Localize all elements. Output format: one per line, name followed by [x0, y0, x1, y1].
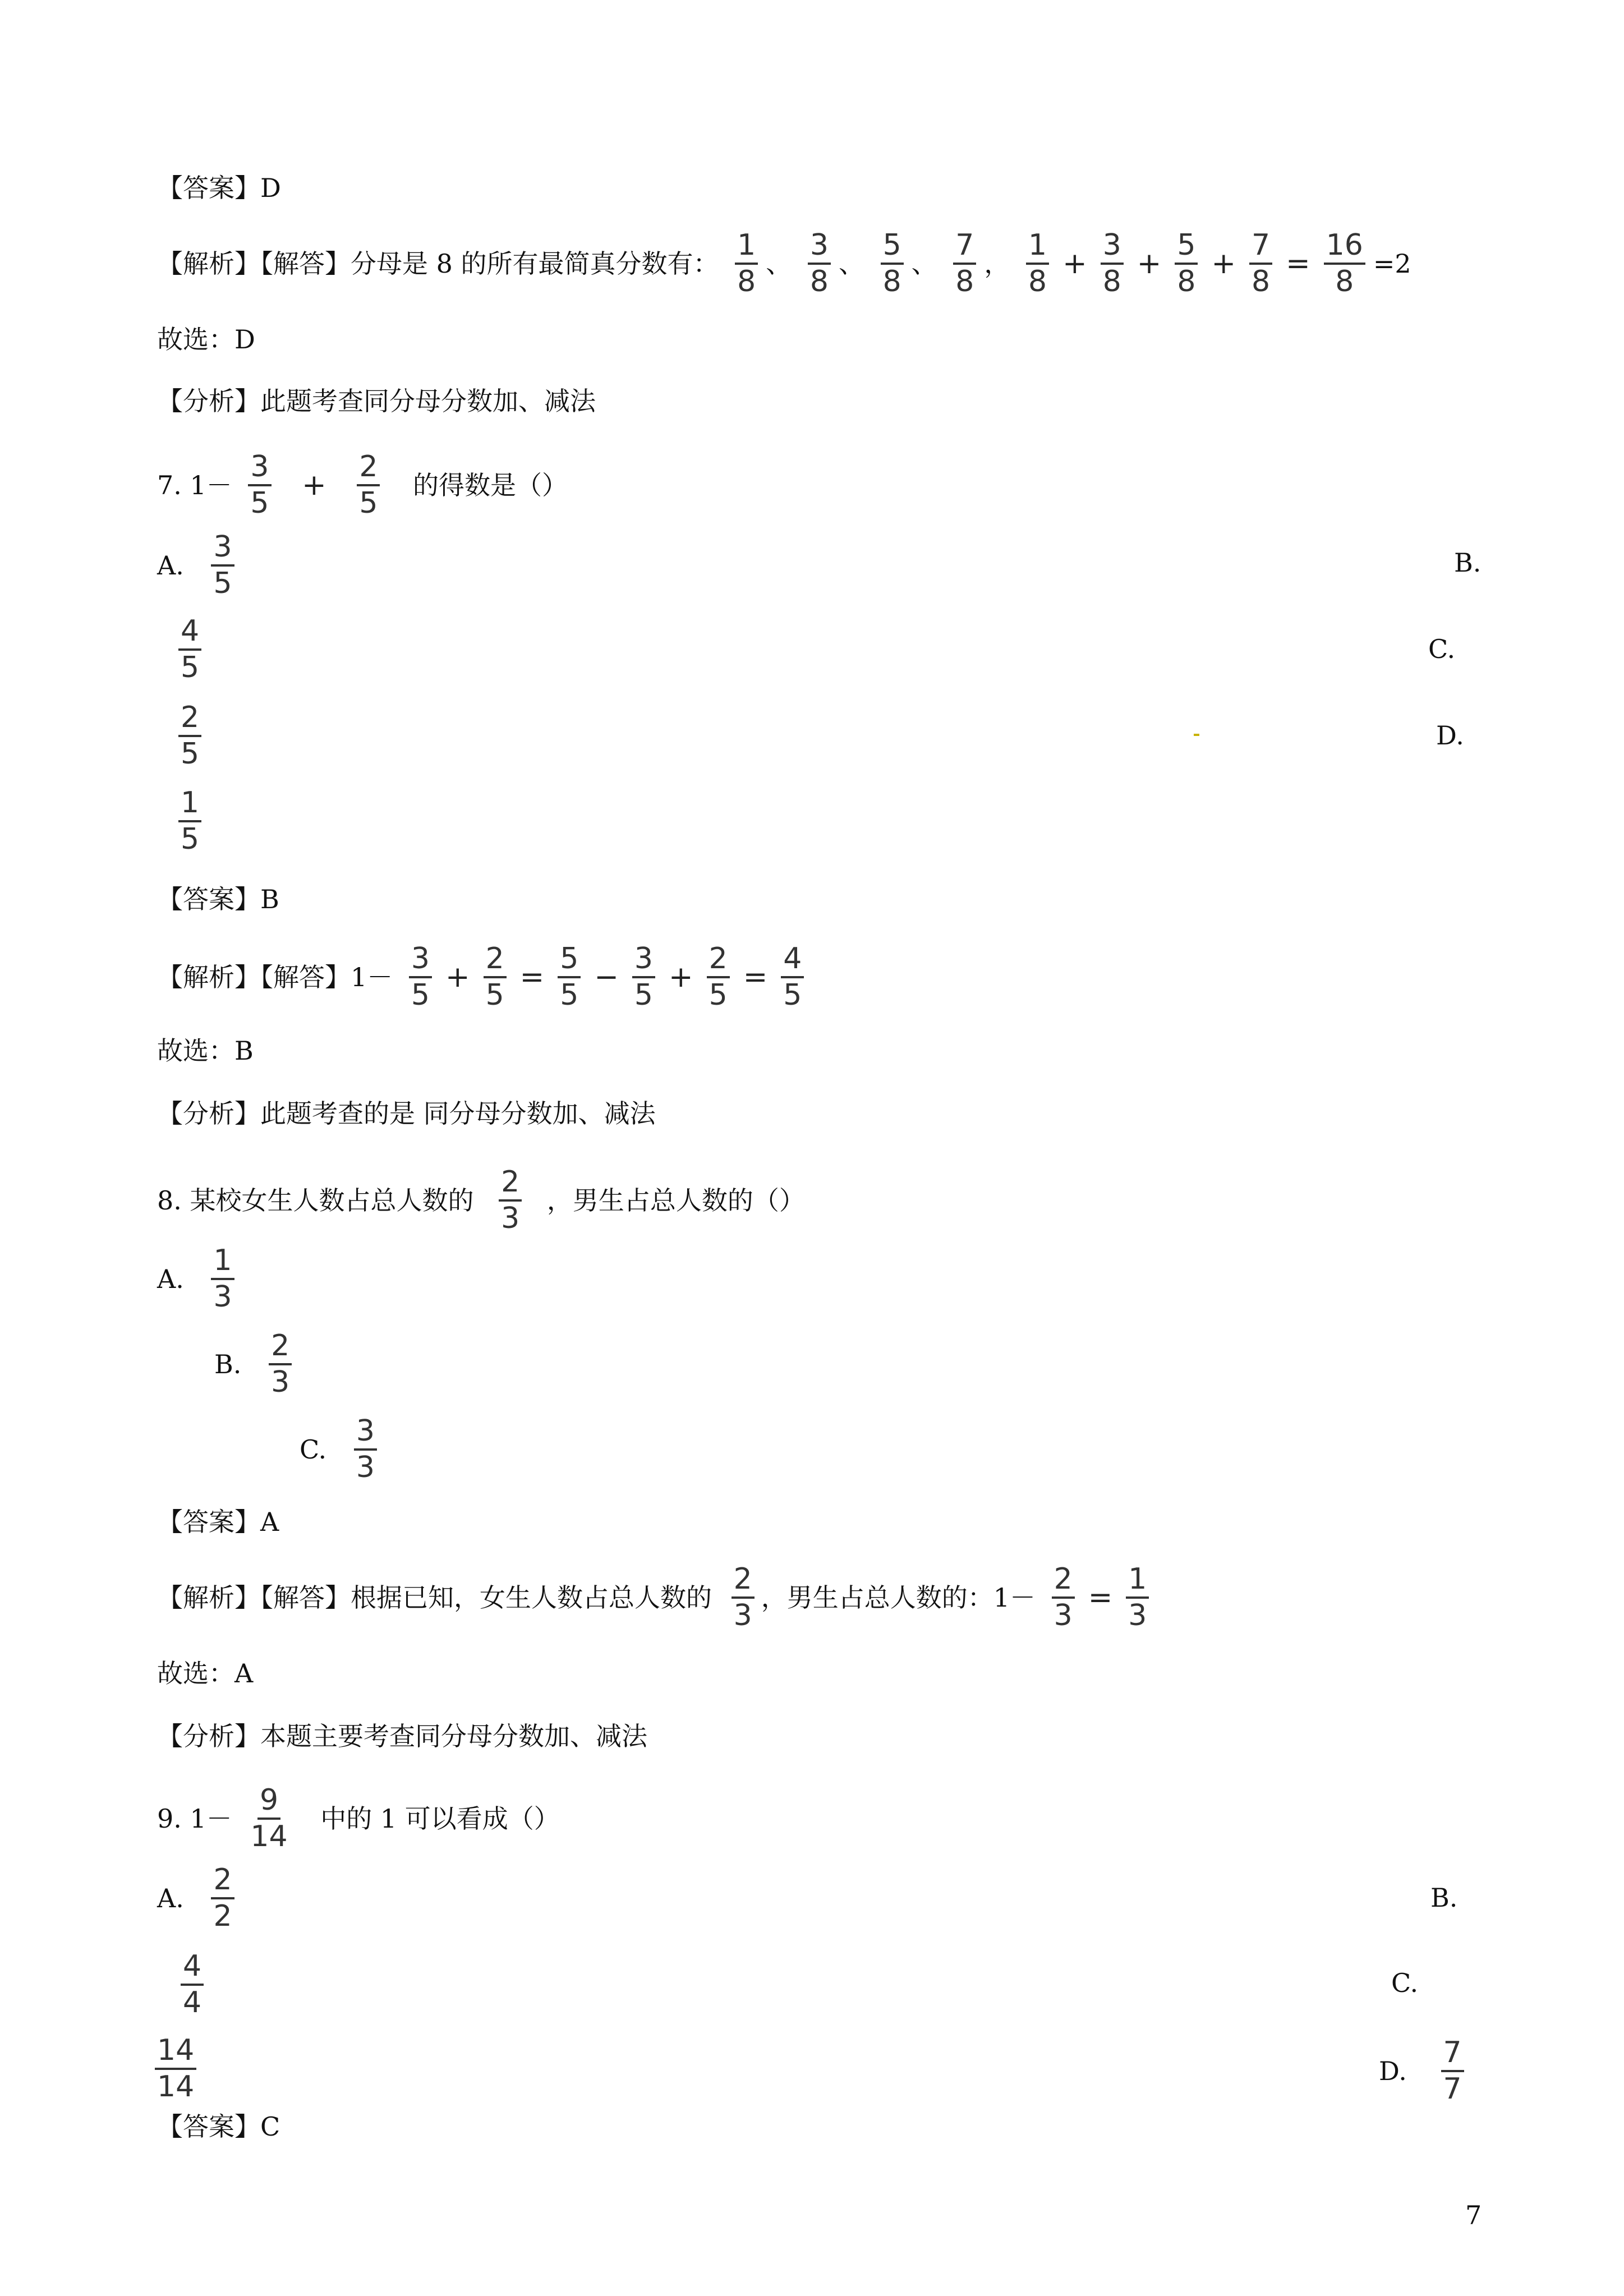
q8-option-c: [300, 1416, 385, 1483]
plus-sign: +: [302, 468, 326, 502]
numerator: 1: [178, 788, 201, 822]
q7-choose: 故选：B: [157, 1036, 254, 1066]
q7-analysis: [157, 944, 812, 1010]
numerator: 2: [707, 944, 730, 978]
plus-sign: +: [1062, 246, 1087, 280]
denominator: 5: [181, 737, 200, 771]
q7-note: 【分析】此题考查的是 同分母分数加、减法: [157, 1098, 656, 1129]
q6-analysis-prefix: 【解析】【解答】分母是 8 的所有最简真分数有：: [157, 248, 719, 279]
fraction: [269, 1331, 292, 1397]
numerator: 5: [558, 944, 581, 978]
fraction: [499, 1167, 522, 1234]
numerator: 2: [499, 1167, 522, 1202]
numerator: 7: [1249, 230, 1272, 265]
denominator: 4: [183, 1985, 202, 2019]
denominator: 3: [501, 1201, 520, 1235]
numerator: 1: [1126, 1564, 1149, 1599]
q8-prefix: 8. 某校女生人数占总人数的: [157, 1185, 474, 1216]
option-label: C.: [300, 1434, 327, 1465]
numerator: 5: [1175, 230, 1198, 265]
fraction: [881, 230, 904, 297]
numerator: 2: [1052, 1564, 1075, 1599]
option-label: A.: [157, 1263, 184, 1294]
fraction: [1026, 230, 1049, 297]
denominator: 5: [560, 978, 579, 1012]
fraction: [953, 230, 976, 297]
q7-option-d-value: [178, 788, 201, 854]
fraction: [354, 1416, 377, 1483]
numerator: 4: [781, 944, 804, 978]
denominator: 3: [356, 1450, 375, 1484]
q9-prefix: 9. 1－: [157, 1803, 232, 1834]
q9-option-b-value: [181, 1951, 204, 2018]
numerator: 3: [1101, 230, 1124, 265]
denominator: 5: [181, 822, 200, 856]
numerator: 9: [257, 1785, 280, 1820]
q7-stem: [157, 452, 568, 518]
denominator: 5: [783, 978, 802, 1012]
fraction: [1052, 1564, 1075, 1631]
denominator: 8: [809, 264, 829, 298]
q8-analysis-prefix: 【解析】【解答】根据已知，女生人数占总人数的: [157, 1582, 712, 1613]
fraction: [735, 230, 758, 297]
numerator: 2: [211, 1865, 234, 1899]
fraction: [211, 1865, 234, 1931]
q6-note: 【分析】此题考查同分母分数加、减法: [157, 386, 596, 416]
fraction: [248, 452, 271, 518]
numerator: 3: [354, 1416, 377, 1451]
numerator: 2: [178, 702, 201, 737]
fraction: [732, 1564, 755, 1631]
denominator: 3: [271, 1365, 290, 1399]
fraction: [181, 1951, 204, 2018]
fraction: [1324, 230, 1365, 297]
fraction: [211, 532, 234, 599]
separator: 、: [911, 248, 937, 279]
fraction: [250, 1785, 287, 1852]
fraction: [1441, 2037, 1464, 2104]
q8-analysis: [157, 1564, 1157, 1631]
denominator: 14: [250, 1819, 288, 1853]
plus-sign: +: [669, 960, 693, 994]
q8-option-b: [214, 1331, 300, 1397]
denominator: 8: [1177, 264, 1196, 298]
numerator: 3: [632, 944, 655, 978]
separator: 、: [766, 248, 792, 279]
q8-analysis-mid: ，男生占总人数的：1－: [761, 1582, 1036, 1613]
denominator: 3: [1128, 1598, 1147, 1632]
numerator: 1: [735, 230, 758, 265]
numerator: 2: [732, 1564, 755, 1599]
numerator: 4: [178, 616, 201, 651]
numerator: 3: [211, 532, 234, 567]
numerator: 5: [881, 230, 904, 265]
option-label: A.: [157, 1883, 184, 1913]
denominator: 8: [1335, 264, 1354, 298]
fraction: [781, 944, 804, 1010]
denominator: 5: [634, 978, 654, 1012]
minus-sign: −: [594, 960, 619, 994]
plus-sign: +: [1211, 246, 1236, 280]
q7-option-c-value: [178, 702, 201, 769]
separator: 、: [838, 248, 864, 279]
denominator: 8: [737, 264, 756, 298]
denominator: 5: [181, 650, 200, 684]
numerator: 3: [808, 230, 831, 265]
denominator: 3: [213, 1280, 232, 1314]
plus-sign: +: [445, 960, 470, 994]
denominator: 14: [157, 2069, 195, 2104]
comma: ，: [984, 248, 1010, 279]
fraction: [178, 616, 201, 683]
numerator: 16: [1324, 230, 1365, 265]
option-label: B.: [214, 1349, 242, 1379]
fraction: [632, 944, 655, 1010]
q6-choose: 故选：D: [157, 324, 255, 355]
q9-option-d: [1379, 2037, 1472, 2104]
q9-option-a: [157, 1865, 242, 1931]
numerator: 14: [155, 2035, 196, 2070]
fraction: [357, 452, 380, 518]
denominator: 5: [359, 486, 378, 520]
result-text: =2: [1373, 248, 1411, 279]
fraction: [558, 944, 581, 1010]
q7-option-d-label: D.: [1436, 720, 1464, 751]
option-label: A.: [157, 550, 184, 581]
numerator: 4: [181, 1951, 204, 1986]
q7-prefix: 7. 1－: [157, 470, 232, 500]
denominator: 5: [411, 978, 430, 1012]
plus-sign: +: [1137, 246, 1162, 280]
equals-sign: =: [1088, 1580, 1113, 1614]
fraction: [1126, 1564, 1149, 1631]
q8-option-a: [157, 1245, 242, 1312]
q9-option-b-label: B.: [1430, 1883, 1458, 1913]
fraction: [1249, 230, 1272, 297]
denominator: 3: [733, 1598, 752, 1632]
equals-sign: =: [519, 960, 545, 994]
numerator: 7: [953, 230, 976, 265]
denominator: 5: [709, 978, 728, 1012]
denominator: 8: [955, 264, 974, 298]
denominator: 7: [1443, 2072, 1462, 2106]
denominator: 8: [1102, 264, 1121, 298]
option-label: D.: [1379, 2055, 1407, 2086]
q8-note: 【分析】本题主要考查同分母分数加、减法: [157, 1721, 647, 1751]
q9-option-c-label: C.: [1391, 1968, 1419, 1998]
numerator: 2: [269, 1331, 292, 1365]
q7-option-b-value: [178, 616, 201, 683]
denominator: 8: [882, 264, 901, 298]
q7-answer: 【答案】B: [157, 884, 279, 914]
denominator: 8: [1028, 264, 1047, 298]
q8-choose: 故选：A: [157, 1658, 254, 1688]
numerator: 3: [409, 944, 432, 978]
page-number: 7: [1465, 2200, 1482, 2230]
q8-suffix: ，男生占总人数的（）: [546, 1185, 805, 1216]
denominator: 2: [213, 1899, 232, 1933]
fraction: [211, 1245, 234, 1312]
denominator: 5: [213, 566, 232, 600]
numerator: 7: [1441, 2037, 1464, 2072]
fraction: [178, 702, 201, 769]
equals-sign: =: [743, 960, 768, 994]
numerator: 1: [1026, 230, 1049, 265]
equals-sign: =: [1286, 246, 1310, 280]
q8-stem: [157, 1167, 805, 1234]
stray-mark: [1194, 734, 1199, 736]
q8-answer: 【答案】A: [157, 1507, 279, 1537]
q9-answer: 【答案】C: [157, 2111, 280, 2142]
q9-suffix: 中的 1 可以看成（）: [320, 1803, 560, 1834]
denominator: 5: [250, 486, 269, 520]
q7-option-a: [157, 532, 242, 599]
q7-suffix: 的得数是（）: [413, 470, 568, 500]
fraction: [707, 944, 730, 1010]
numerator: 3: [248, 452, 271, 486]
q6-answer: 【答案】D: [157, 173, 281, 203]
fraction: [484, 944, 507, 1010]
q7-option-b-label: B.: [1454, 547, 1482, 578]
fraction: [808, 230, 831, 297]
numerator: 2: [484, 944, 507, 978]
denominator: 8: [1252, 264, 1271, 298]
numerator: 2: [357, 452, 380, 486]
q9-stem: [157, 1785, 560, 1852]
fraction: [1101, 230, 1124, 297]
q9-option-c-value: [155, 2035, 196, 2102]
q7-analysis-prefix: 【解析】【解答】1－: [157, 961, 393, 992]
fraction: [1175, 230, 1198, 297]
q6-analysis: [157, 230, 1411, 297]
fraction: [155, 2035, 196, 2102]
denominator: 5: [485, 978, 504, 1012]
denominator: 3: [1053, 1598, 1073, 1632]
fraction: [409, 944, 432, 1010]
numerator: 1: [211, 1245, 234, 1280]
q7-option-c-label: C.: [1428, 634, 1456, 664]
fraction: [178, 788, 201, 854]
